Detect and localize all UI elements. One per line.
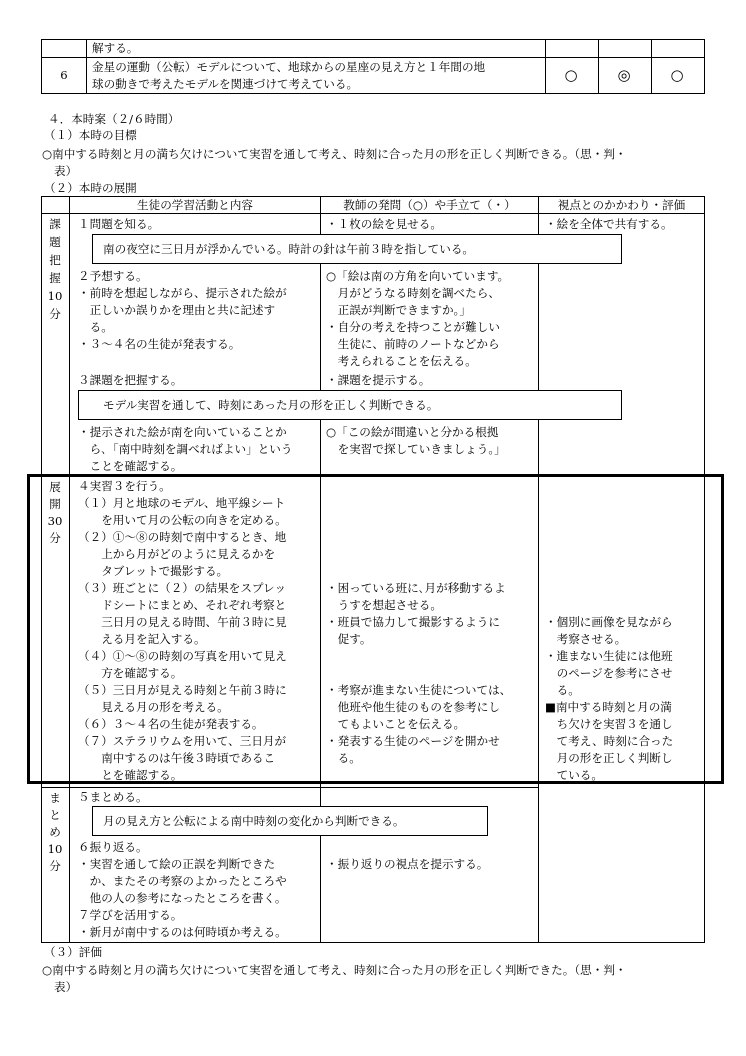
student-activity: （５）三日月が見える時刻と午前３時に xyxy=(78,683,287,697)
teacher-action: ・考察が進まない生徒については、 xyxy=(326,683,512,697)
phase-label: 10 xyxy=(47,289,63,303)
teacher-action: ・自分の考えを持つことが難しい xyxy=(326,320,500,334)
top-row0-text: 解する。 xyxy=(92,41,139,55)
student-activity: 南中するのは午後３時頃であるこ xyxy=(78,751,276,765)
problem-box-text: 南の夜空に三日月が浮かんでいる。時計の針は午前３時を指している。 xyxy=(103,242,475,256)
student-activity: 方を確認する。 xyxy=(78,666,183,680)
teacher-action: 促す。 xyxy=(326,632,372,646)
student-activity: ドシートにまとめ、それぞれ考察と xyxy=(78,598,287,612)
phase-label: 題 xyxy=(49,235,61,249)
evaluation-note: 月の形を正しく判断し xyxy=(545,751,673,765)
teacher-action: 月がどうなる時刻を調べたら、 xyxy=(326,286,500,300)
student-activity: （３）班ごとに（２）の結果をスプレッ xyxy=(78,581,287,595)
goal-line2: 表） xyxy=(54,164,78,178)
student-activity: を用いて月の公転の向きを定める。 xyxy=(78,513,287,527)
evaluation-note: のページを参考にさせ xyxy=(545,666,673,680)
teacher-action: ・振り返りの視点を提示する。 xyxy=(326,857,489,871)
student-activity: 他の人の参考になったところを書く。 xyxy=(78,891,287,905)
phase-label: 握 xyxy=(49,271,61,285)
student-activity: える月を記入する。 xyxy=(78,632,206,646)
student-activity: （７）ステラリウムを用いて、三日月が xyxy=(78,734,287,748)
teacher-action: を実習で探していきましょう。」 xyxy=(326,442,506,456)
top-row6-line2: 球の動きで考えたモデルを関連づけて考えている。 xyxy=(92,77,359,91)
evaluation-heading: （３）評価 xyxy=(44,945,102,959)
student-activity: ・新月が南中するのは何時頃か考える。 xyxy=(78,925,287,939)
goal-line1: ○南中する時刻と月の満ち欠けについて実習を通して考え、時刻に合った月の形を正しく判断できる。（思・判・ xyxy=(42,147,627,161)
evaluation-note: ・個別に画像を見ながら xyxy=(545,615,673,629)
phase-label: 把 xyxy=(49,253,61,267)
teacher-action: ・発表する生徒のページを開かせ xyxy=(326,734,500,748)
phase-label: め xyxy=(49,825,61,839)
teacher-action: ・班員で協力して撮影するように xyxy=(326,615,500,629)
student-activity: 見える月の形を考える。 xyxy=(78,700,229,714)
evaluation-mark: ○ xyxy=(670,66,684,84)
student-activity: とを確認する。 xyxy=(78,768,183,782)
student-activity: ４実習３を行う。 xyxy=(78,479,171,493)
student-activity: 正しいか誤りかを理由と共に記述す xyxy=(78,303,276,317)
evaluation-line2: 表） xyxy=(54,980,78,994)
evaluation-line1: ○南中する時刻と月の満ち欠けについて実習を通して考え、時刻に合った月の形を正しく判断できた。（思・判・ xyxy=(42,963,627,977)
phase-label: 開 xyxy=(49,497,61,511)
evaluation-note: て考え、時刻に合った xyxy=(545,734,674,748)
teacher-action: ・課題を提示する。 xyxy=(326,373,431,387)
phase-label: 30 xyxy=(47,514,63,528)
teacher-action: ・１枚の絵を見せる。 xyxy=(326,217,442,231)
evaluation-note: る。 xyxy=(545,683,580,697)
teacher-action: ○「この絵が間違いと分かる根拠 xyxy=(326,425,499,439)
student-activity: ７学びを活用する。 xyxy=(78,908,183,922)
teacher-action: ○「絵は南の方角を向いています。 xyxy=(326,269,510,283)
student-activity: る。 xyxy=(78,320,113,334)
teacher-action: てもよいことを伝える。 xyxy=(326,717,466,731)
phase-label: 展 xyxy=(49,480,61,494)
column-header-student: 生徒の学習活動と内容 xyxy=(137,198,253,212)
student-activity: か、またその考察のよかったところや xyxy=(78,874,287,888)
teacher-action: 考えられることを伝える。 xyxy=(326,354,477,368)
student-activity: ・提示された絵が南を向いていることか xyxy=(78,425,287,439)
student-activity: １問題を知る。 xyxy=(78,217,160,231)
highlight-frame xyxy=(27,474,724,784)
problem-box xyxy=(92,234,622,264)
teacher-action: 他班や他生徒のものを参考にし xyxy=(326,700,500,714)
student-activity: （４）①～⑧の時刻の写真を用いて見え xyxy=(78,649,287,663)
evaluation-note: ・絵を全体で共有する。 xyxy=(545,217,673,231)
summary-box-text: 月の見え方と公転による南中時刻の変化から判断できる。 xyxy=(103,814,405,828)
teacher-action: る。 xyxy=(326,751,361,765)
phase-label: と xyxy=(49,808,61,822)
evaluation-note: 考察させる。 xyxy=(545,632,627,646)
task-box-text: モデル実習を通して、時刻にあった月の形を正しく判断できる。 xyxy=(103,398,439,412)
task-box xyxy=(78,390,622,420)
student-activity: ・実習を通して絵の正誤を判断できた xyxy=(78,857,276,871)
phase-label: ま xyxy=(49,791,61,805)
student-activity: ５まとめる。 xyxy=(78,790,148,804)
evaluation-note: ている。 xyxy=(545,768,603,782)
student-activity: （２）①～⑧の時刻で南中するとき、地 xyxy=(78,530,287,544)
phase-label: 分 xyxy=(49,531,61,545)
student-activity: ２予想する。 xyxy=(78,269,148,283)
teacher-action: ・困っている班に､月が移動するよ xyxy=(326,581,506,595)
column-header-teacher: 教師の発問（○）や手立て（・） xyxy=(343,198,516,212)
student-activity: ３課題を把握する。 xyxy=(78,373,183,387)
evaluation-note: ・進まない生徒には他班 xyxy=(545,649,673,663)
top-row6-line1: 金星の運動（公転）モデルについて、地球からの星座の見え方と１年間の地 xyxy=(92,60,486,74)
evaluation-mark: ◎ xyxy=(617,66,631,84)
evaluation-note: ■南中する時刻と月の満 xyxy=(545,700,672,714)
phase-label: 分 xyxy=(49,859,61,873)
student-activity: ら､「南中時刻を調べればよい」という xyxy=(78,442,293,456)
student-activity: ・前時を想起しながら、提示された絵が xyxy=(78,286,287,300)
teacher-action: 正誤が判断できますか。」 xyxy=(326,303,471,317)
student-activity: ことを確認する。 xyxy=(78,459,183,473)
phase-label: 分 xyxy=(49,307,61,321)
student-activity: タブレットで撮影する。 xyxy=(78,564,229,578)
teacher-action: うすを想起させる。 xyxy=(326,598,442,612)
column-header-evaluation: 視点とのかかわり・評価 xyxy=(557,198,686,212)
student-activity: ・３～４名の生徒が発表する。 xyxy=(78,337,241,351)
student-activity: （６）３～４名の生徒が発表する。 xyxy=(78,717,264,731)
student-activity: （１）月と地球のモデル、地平線シート xyxy=(78,496,286,510)
phase-label: 課 xyxy=(49,217,61,231)
development-heading: （２）本時の展開 xyxy=(44,181,137,195)
student-activity: 上から月がどのように見えるかを xyxy=(78,547,276,561)
top-row6-number: 6 xyxy=(60,68,68,82)
student-activity: ６振り返る。 xyxy=(78,840,148,854)
goal-heading: （１）本時の目標 xyxy=(44,128,137,142)
section-heading: ４．本時案（２/６時間） xyxy=(48,112,180,126)
phase-label: 10 xyxy=(47,842,63,856)
teacher-action: 生徒に、前時のノートなどから xyxy=(326,337,500,351)
evaluation-note: ち欠けを実習３を通し xyxy=(545,717,673,731)
evaluation-mark: ○ xyxy=(564,66,578,84)
student-activity: 三日月の見える時間、午前３時に見 xyxy=(78,615,287,629)
summary-box xyxy=(92,806,488,836)
